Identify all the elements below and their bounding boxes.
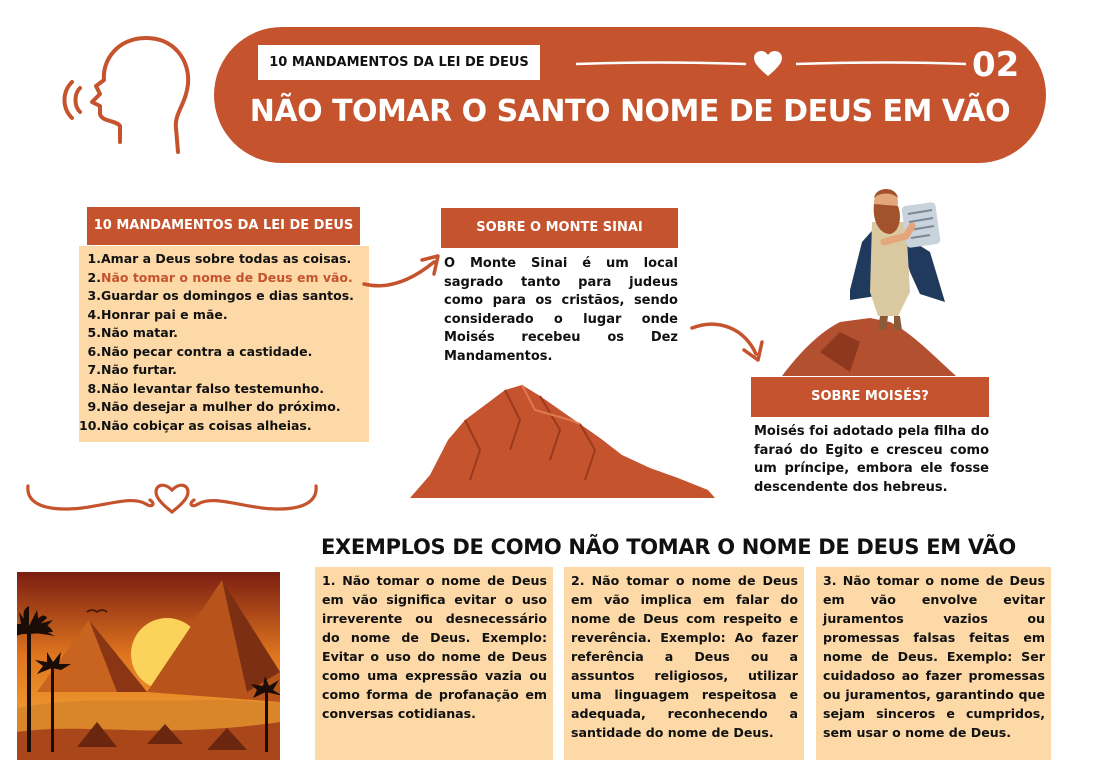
moses-text: Moisés foi adotado pela filha do faraó do Egito e cresceu como um príncipe, embora ele fosse descendente dos hebreus.	[754, 424, 989, 495]
commandment-number-label: 9.	[87, 399, 101, 414]
commandment-item	[79, 324, 369, 343]
commandment-text: Amar a Deus sobre todas as coisas.	[101, 251, 352, 266]
commandment-item	[79, 361, 369, 380]
commandment-text: Não furtar.	[101, 362, 177, 377]
example-card-1	[315, 567, 553, 760]
commandment-number-label: 2.	[87, 269, 101, 285]
commandment-item	[79, 380, 369, 399]
speaking-head-icon	[62, 30, 212, 160]
commandment-text: Honrar pai e mãe.	[101, 306, 228, 322]
example-text-2: 2. Não tomar o nome de Deus em vão implica em falar do nome de Deus com respeito e reverência. Exemplo: Ao fazer referência a Deus ou a assuntos religiosos, utilizar uma linguagem respeitosa e adequada, reconhecendo a santidade do nome de Deus.	[571, 573, 798, 740]
commandment-number-label: 5.	[87, 325, 101, 340]
commandment-text: Não pecar contra a castidade.	[101, 343, 313, 359]
commandments-panel	[79, 246, 369, 442]
commandment-item	[79, 287, 369, 306]
commandment-text: Guardar os domingos e dias santos.	[101, 288, 354, 303]
commandments-title: 10 MANDAMENTOS DA LEI DE DEUS	[87, 207, 360, 245]
page-title: NÃO TOMAR O SANTO NOME DE DEUS EM VÃO	[249, 94, 1011, 129]
commandment-number-label: 3.	[87, 288, 101, 303]
commandment-item	[79, 269, 369, 288]
examples-title: EXEMPLOS DE COMO NÃO TOMAR O NOME DE DEUS EM VÃO	[321, 535, 1016, 559]
commandment-item	[79, 306, 369, 325]
commandment-item	[79, 417, 369, 436]
swirl-heart-icon	[22, 474, 322, 524]
commandment-number-label: 8.	[87, 380, 101, 396]
commandment-text: Não tomar o nome de Deus em vão.	[101, 269, 353, 285]
mountain-icon	[410, 380, 715, 500]
sinai-text: O Monte Sinai é um local sagrado tanto para judeus como para os cristãos, sendo considerado o lugar onde Moisés recebeu os Dez Mandamentos.	[444, 256, 678, 364]
example-card-2	[564, 567, 804, 760]
arrow-icon	[358, 246, 448, 296]
commandment-number-label: 6.	[87, 343, 101, 359]
commandment-item	[79, 398, 369, 417]
commandments-list	[79, 246, 369, 435]
moses-icon	[780, 182, 980, 378]
heart-icon	[753, 50, 783, 78]
example-text-3: 3. Não tomar o nome de Deus em vão envolve evitar juramentos vazios ou promessas falsas feitas em nome de Deus. Exemplo: Ser cuidadoso ao fazer promessas ou juramentos, garantindo que sejam sinceros e cumpridos, sem usar o nome de Deus.	[823, 573, 1045, 740]
commandment-text: Não desejar a mulher do próximo.	[101, 399, 341, 414]
moses-title: SOBRE MOISÉS?	[751, 377, 989, 417]
commandment-number-label: 7.	[87, 362, 101, 377]
commandment-number-label: 4.	[87, 306, 101, 322]
sinai-title: SOBRE O MONTE SINAI	[441, 208, 678, 248]
header-tag: 10 MANDAMENTOS DA LEI DE DEUS	[258, 45, 540, 80]
commandment-number-label: 1.	[87, 251, 101, 266]
example-text-1: 1. Não tomar o nome de Deus em vão significa evitar o uso irreverente ou desnecessário do nome de Deus. Exemplo: Evitar o uso do nome de Deus como uma expressão vazia ou como forma de profanação em conversas cotidianas.	[322, 573, 547, 721]
example-card-3	[816, 567, 1051, 760]
commandment-text: Não cobiçar as coisas alheias.	[101, 417, 312, 433]
commandment-text: Não levantar falso testemunho.	[101, 380, 324, 396]
commandment-number-label: 10.	[79, 417, 102, 433]
arrow-icon	[688, 316, 768, 366]
egypt-pyramids-image	[17, 572, 280, 760]
commandment-text: Não matar.	[101, 325, 178, 340]
commandment-item	[79, 250, 369, 269]
commandment-item	[79, 343, 369, 362]
commandment-number: 02	[972, 45, 1020, 85]
